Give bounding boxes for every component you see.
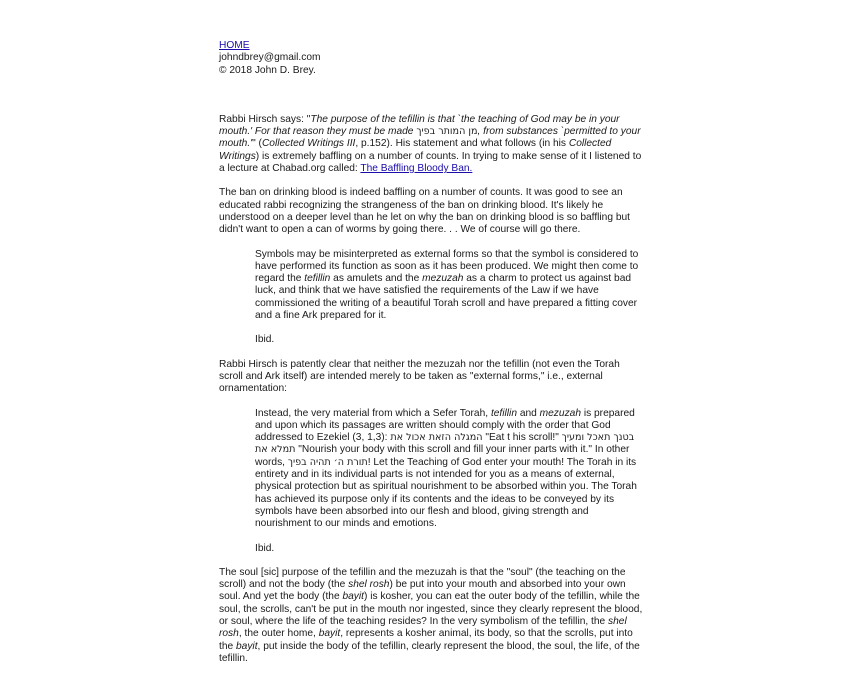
paragraph-1 <box>219 114 644 175</box>
emphasis: bayit <box>236 640 258 652</box>
text: , represents a kosher animal, its body, so that the scrolls, put into the <box>219 628 633 652</box>
text: ) be put into your mouth and absorbed into your own soul. And yet the body (the <box>219 579 626 603</box>
paragraph-3: Rabbi Hirsch is patently clear that neither the mezuzah nor the tefillin (not even the Torah scroll and Ark itself) are intended merely to be taken as "external forms," i.e., external ornamentation: <box>219 358 620 395</box>
block-quote-1 <box>255 249 644 323</box>
text: ) is extremely baffling on a number of counts. In trying to make sense of it I listened to a lecture at Chabad.org called: <box>219 150 642 175</box>
emphasis: tefillin <box>304 273 331 285</box>
lecture-link[interactable]: The Baffling Bloody Ban. <box>360 163 473 175</box>
text: "Eat t his scroll!" <box>482 432 562 444</box>
book-title: Collected Writings III <box>261 138 356 150</box>
emphasis: tefillin <box>490 407 517 419</box>
author-email: johndbrey@gmail.com <box>219 52 321 64</box>
text: , p.152). His statement and what follows (in his <box>355 138 569 150</box>
text: and <box>516 407 540 419</box>
block-quote-2 <box>255 408 644 531</box>
text: ! Let the Teaching of God enter your mouth! The Torah in its entirety and in its individual parts is not intended for you as a means of external, physical protection but as spiritual nourishment to be absorbed within you. The Torah has achieved its purpose only if its contents and the ideas to be conveyed by its symbols have been absorbed into our flesh and blood, giving strength and nourishment to our minds and emotions. <box>255 456 637 530</box>
hebrew-text: מן המותר בפיך <box>416 126 478 138</box>
text: as amulets and the <box>330 273 423 285</box>
text: Rabbi Hirsch says: " <box>219 113 311 125</box>
emphasis: shel rosh <box>219 615 627 640</box>
emphasis: shel rosh <box>348 579 390 591</box>
emphasis: mezuzah <box>422 273 464 285</box>
text: "Nourish your body with this scroll and fill your inner parts with it." In other words, <box>255 444 630 468</box>
citation-ibid-1: Ibid. <box>255 334 275 346</box>
text: is prepared and upon which its passages are written should comply with the order that God addressed to Ezekiel (3, 1,3): <box>255 407 635 444</box>
hebrew-text: בטנך תאכל ומעיך תמלא את <box>255 432 635 456</box>
book-title: Collected Writings <box>219 138 612 162</box>
citation-ibid-2: Ibid. <box>255 542 275 554</box>
paragraph-2: The ban on drinking blood is indeed baffling on a number of counts. It was good to see an educated rabbi recognizing the strangeness of the ban on drinking blood. It's likely he understood on a deeper level than he let on why the ban on drinking blood is so baffling but didn't want to open a can of worms by going there. . . We of course will go there. <box>219 187 631 236</box>
emphasis: bayit <box>318 628 341 640</box>
document-header <box>219 40 644 77</box>
text: as a charm to protect us against bad luck, and think that we have satisfied the requirements of the Law if we have commissioned the writing of a beautiful Torah scroll and have prepared a fitting cover and a fine Ark prepared for it. <box>255 273 638 322</box>
emphasis: The purpose of the tefillin is that `the teaching of God may be in your mouth.' For that reason they must be made <box>219 113 620 138</box>
text: ) is kosher, you can eat the outer body of the tefillin, while the soul, the scrolls, can't be put in the mouth nor ingested, since they clearly represent the blood, or soul, where the life of the teaching resides? In the very symbolism of the tefillin, the <box>219 591 643 627</box>
text: The soul [sic] purpose of the tefillin and the mezuzah is that the "soul" (the teaching on the scroll) and not the body (the <box>219 566 626 591</box>
home-link[interactable]: HOME <box>219 40 250 51</box>
text: , put inside the body of the tefillin, clearly represent the blood, the soul, the life, of the tefillin. <box>219 640 640 664</box>
text: " ( <box>252 138 262 150</box>
emphasis: , from substances `permitted to your mouth.' <box>219 126 641 150</box>
hebrew-text: המגלה הזאת אכול את <box>390 432 483 444</box>
hebrew-text: תורת ה׳ תהיה בפיך <box>287 456 368 468</box>
text: Symbols may be misinterpreted as external forms so that the symbol is considered to have performed its function as soon as it has been produced. We might then come to regard the <box>255 248 639 285</box>
document-body <box>219 40 644 677</box>
text: , the outer home, <box>238 628 319 640</box>
emphasis: bayit <box>342 591 364 603</box>
copyright-notice: © 2018 John D. Brey. <box>219 64 316 76</box>
paragraph-4 <box>219 567 644 665</box>
emphasis: mezuzah <box>539 407 581 419</box>
text: Instead, the very material from which a Sefer Torah, <box>255 407 491 419</box>
